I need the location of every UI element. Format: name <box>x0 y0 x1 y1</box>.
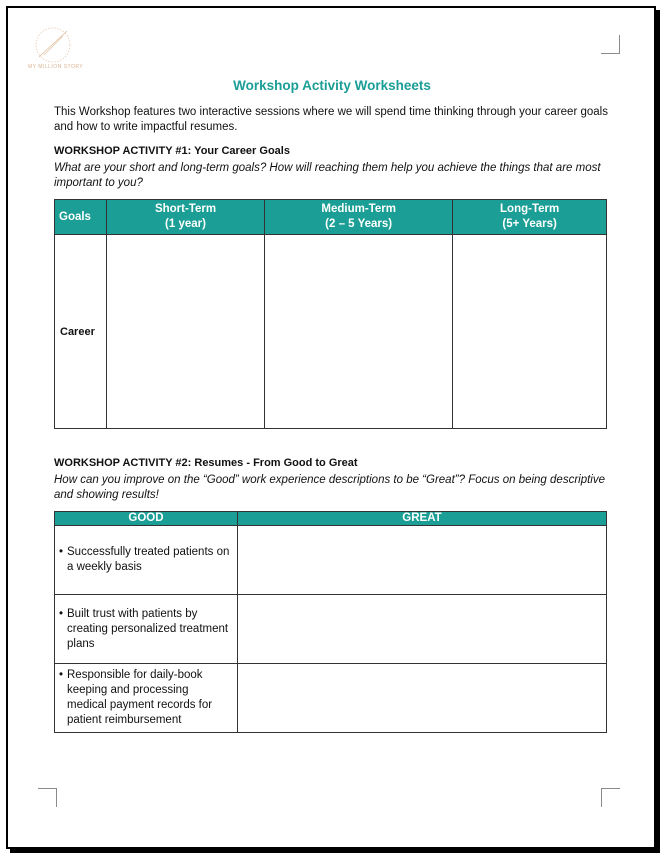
bullet-icon: • <box>59 669 64 681</box>
activity1-question: What are your short and long-term goals? How will reaching them help you achieve the things that are most important to you? <box>54 162 601 189</box>
short-term-header <box>107 200 265 235</box>
great-cell[interactable] <box>238 664 607 733</box>
good-text: Responsible for daily-book keeping and processing medical payment records for patient reimbursement <box>67 669 213 726</box>
medium-term-header <box>265 200 453 235</box>
medium-term-cell[interactable] <box>265 235 453 429</box>
career-goals-table <box>54 199 607 429</box>
good-cell <box>55 664 238 733</box>
good-text: Successfully treated patients on a weekly basis <box>67 546 230 573</box>
page-title: Workshop Activity Worksheets <box>233 78 431 93</box>
document-page <box>6 6 656 849</box>
resume-header-row <box>55 512 607 526</box>
activity1-heading: WORKSHOP ACTIVITY #1: Your Career Goals <box>54 145 290 157</box>
logo-text: MY MILLION STORY <box>28 64 84 70</box>
logo-icon <box>30 22 76 68</box>
good-cell <box>55 595 238 664</box>
long-term-cell[interactable] <box>453 235 607 429</box>
goals-header: Goals <box>55 200 107 235</box>
short-term-cell[interactable] <box>107 235 265 429</box>
table-row <box>55 526 607 595</box>
bullet-icon: • <box>59 546 64 558</box>
good-cell <box>55 526 238 595</box>
medium-term-sub: (2 – 5 Years) <box>325 218 393 230</box>
table-row <box>55 664 607 733</box>
long-term-header <box>453 200 607 235</box>
career-row-label: Career <box>55 235 107 429</box>
great-cell[interactable] <box>238 526 607 595</box>
activity2-question: How can you improve on the “Good” work experience descriptions to be “Great”? Focus on being descriptive and showing results! <box>54 474 605 501</box>
long-term-label: Long-Term <box>500 203 560 215</box>
goals-header-row <box>55 200 607 235</box>
good-header: GOOD <box>55 512 238 526</box>
good-text: Built trust with patients by creating personalized treatment plans <box>67 607 229 650</box>
activity2-heading: WORKSHOP ACTIVITY #2: Resumes - From Good to Great <box>54 457 358 469</box>
crop-mark-bottom-left <box>38 788 57 807</box>
crop-mark-bottom-right <box>601 788 620 807</box>
long-term-sub: (5+ Years) <box>502 218 557 230</box>
career-row <box>55 235 607 429</box>
intro-paragraph: This Workshop features two interactive sessions where we will spend time thinking through your career goals and how to write impactful resumes. <box>54 106 608 133</box>
document-content <box>54 78 610 733</box>
crop-mark-top-right <box>601 35 620 54</box>
short-term-label: Short-Term <box>154 203 217 215</box>
great-cell[interactable] <box>238 595 607 664</box>
medium-term-label: Medium-Term <box>321 203 396 215</box>
short-term-sub: (1 year) <box>165 218 206 230</box>
bullet-icon: • <box>59 607 64 620</box>
resume-table <box>54 511 607 733</box>
table-row <box>55 595 607 664</box>
great-header: GREAT <box>238 512 607 526</box>
